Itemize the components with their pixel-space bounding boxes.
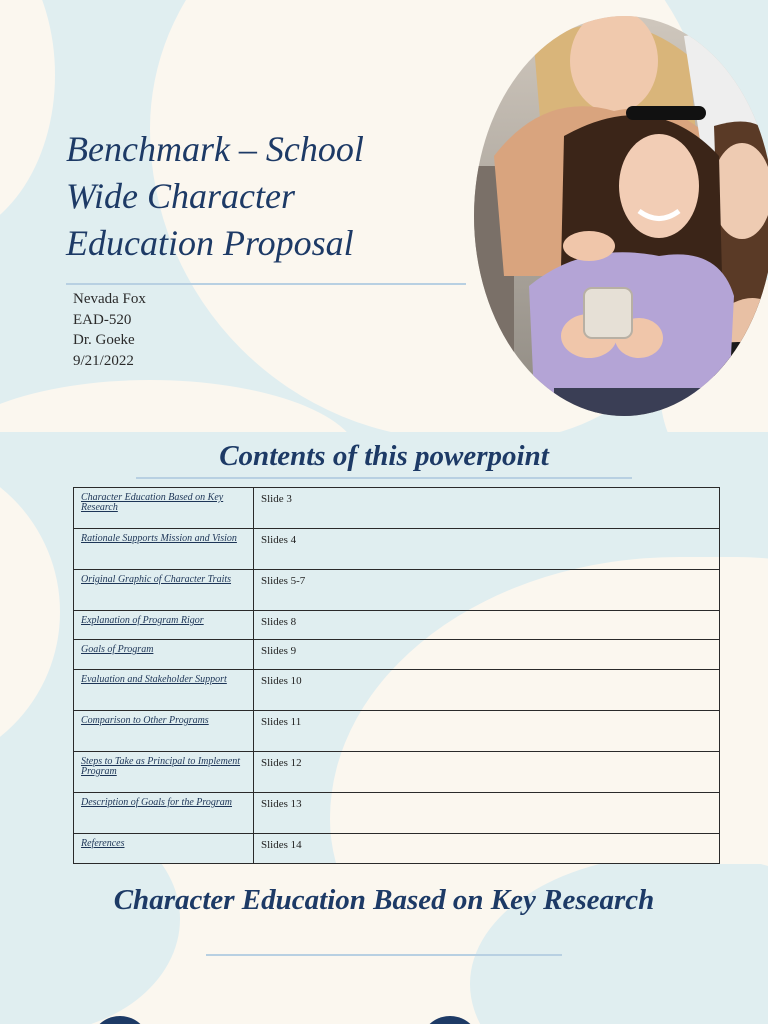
presentation-date: 9/21/2022 — [73, 352, 134, 369]
contents-link[interactable]: Description of Goals for the Program — [74, 793, 254, 834]
table-row — [74, 529, 720, 570]
table-row — [74, 640, 720, 670]
table-row — [74, 752, 720, 793]
table-row — [74, 488, 720, 529]
author-name: Nevada Fox — [73, 291, 146, 307]
background-shape — [0, 0, 55, 240]
title-divider — [66, 283, 466, 285]
contents-divider — [136, 477, 632, 479]
slide-reference: Slides 8 — [254, 611, 720, 640]
contents-link[interactable]: Explanation of Program Rigor — [74, 611, 254, 640]
contents-link[interactable]: Rationale Supports Mission and Vision — [74, 529, 254, 570]
slide-reference: Slides 4 — [254, 529, 720, 570]
slide-reference: Slides 14 — [254, 834, 720, 864]
research-slide — [0, 864, 768, 1024]
slide-reference: Slides 5-7 — [254, 570, 720, 611]
presentation-title: Benchmark – School Wide Character Education Proposal — [66, 129, 364, 263]
slide-reference: Slide 3 — [254, 488, 720, 529]
contents-slide — [0, 432, 768, 864]
contents-link[interactable]: Steps to Take as Principal to Implement Program — [74, 752, 254, 793]
slide-reference: Slides 11 — [254, 711, 720, 752]
contents-link[interactable]: Comparison to Other Programs — [74, 711, 254, 752]
course-code: EAD-520 — [73, 311, 132, 328]
contents-table — [73, 487, 720, 864]
slide-reference: Slides 13 — [254, 793, 720, 834]
table-row — [74, 834, 720, 864]
table-row — [74, 711, 720, 752]
instructor-name: Dr. Goeke — [73, 332, 135, 348]
slide-reference: Slides 12 — [254, 752, 720, 793]
research-divider — [206, 954, 562, 956]
title-slide — [0, 0, 768, 432]
students-photo-illustration — [474, 16, 768, 416]
author-info — [73, 289, 146, 371]
slide-reference: Slides 10 — [254, 670, 720, 711]
table-row — [74, 570, 720, 611]
contents-title: Contents of this powerpoint — [219, 440, 549, 472]
contents-link[interactable]: Goals of Program — [74, 640, 254, 670]
table-row — [74, 793, 720, 834]
background-shape — [0, 452, 60, 772]
slide-reference: Slides 9 — [254, 640, 720, 670]
table-row — [74, 611, 720, 640]
contents-link[interactable]: References — [74, 834, 254, 864]
contents-link[interactable]: Evaluation and Stakeholder Support — [74, 670, 254, 711]
students-photo — [474, 16, 768, 416]
contents-link[interactable]: Original Graphic of Character Traits — [74, 570, 254, 611]
table-row — [74, 670, 720, 711]
decorative-circle — [420, 1016, 480, 1024]
contents-link[interactable]: Character Education Based on Key Research — [74, 488, 254, 529]
research-title: Character Education Based on Key Research — [113, 884, 655, 916]
